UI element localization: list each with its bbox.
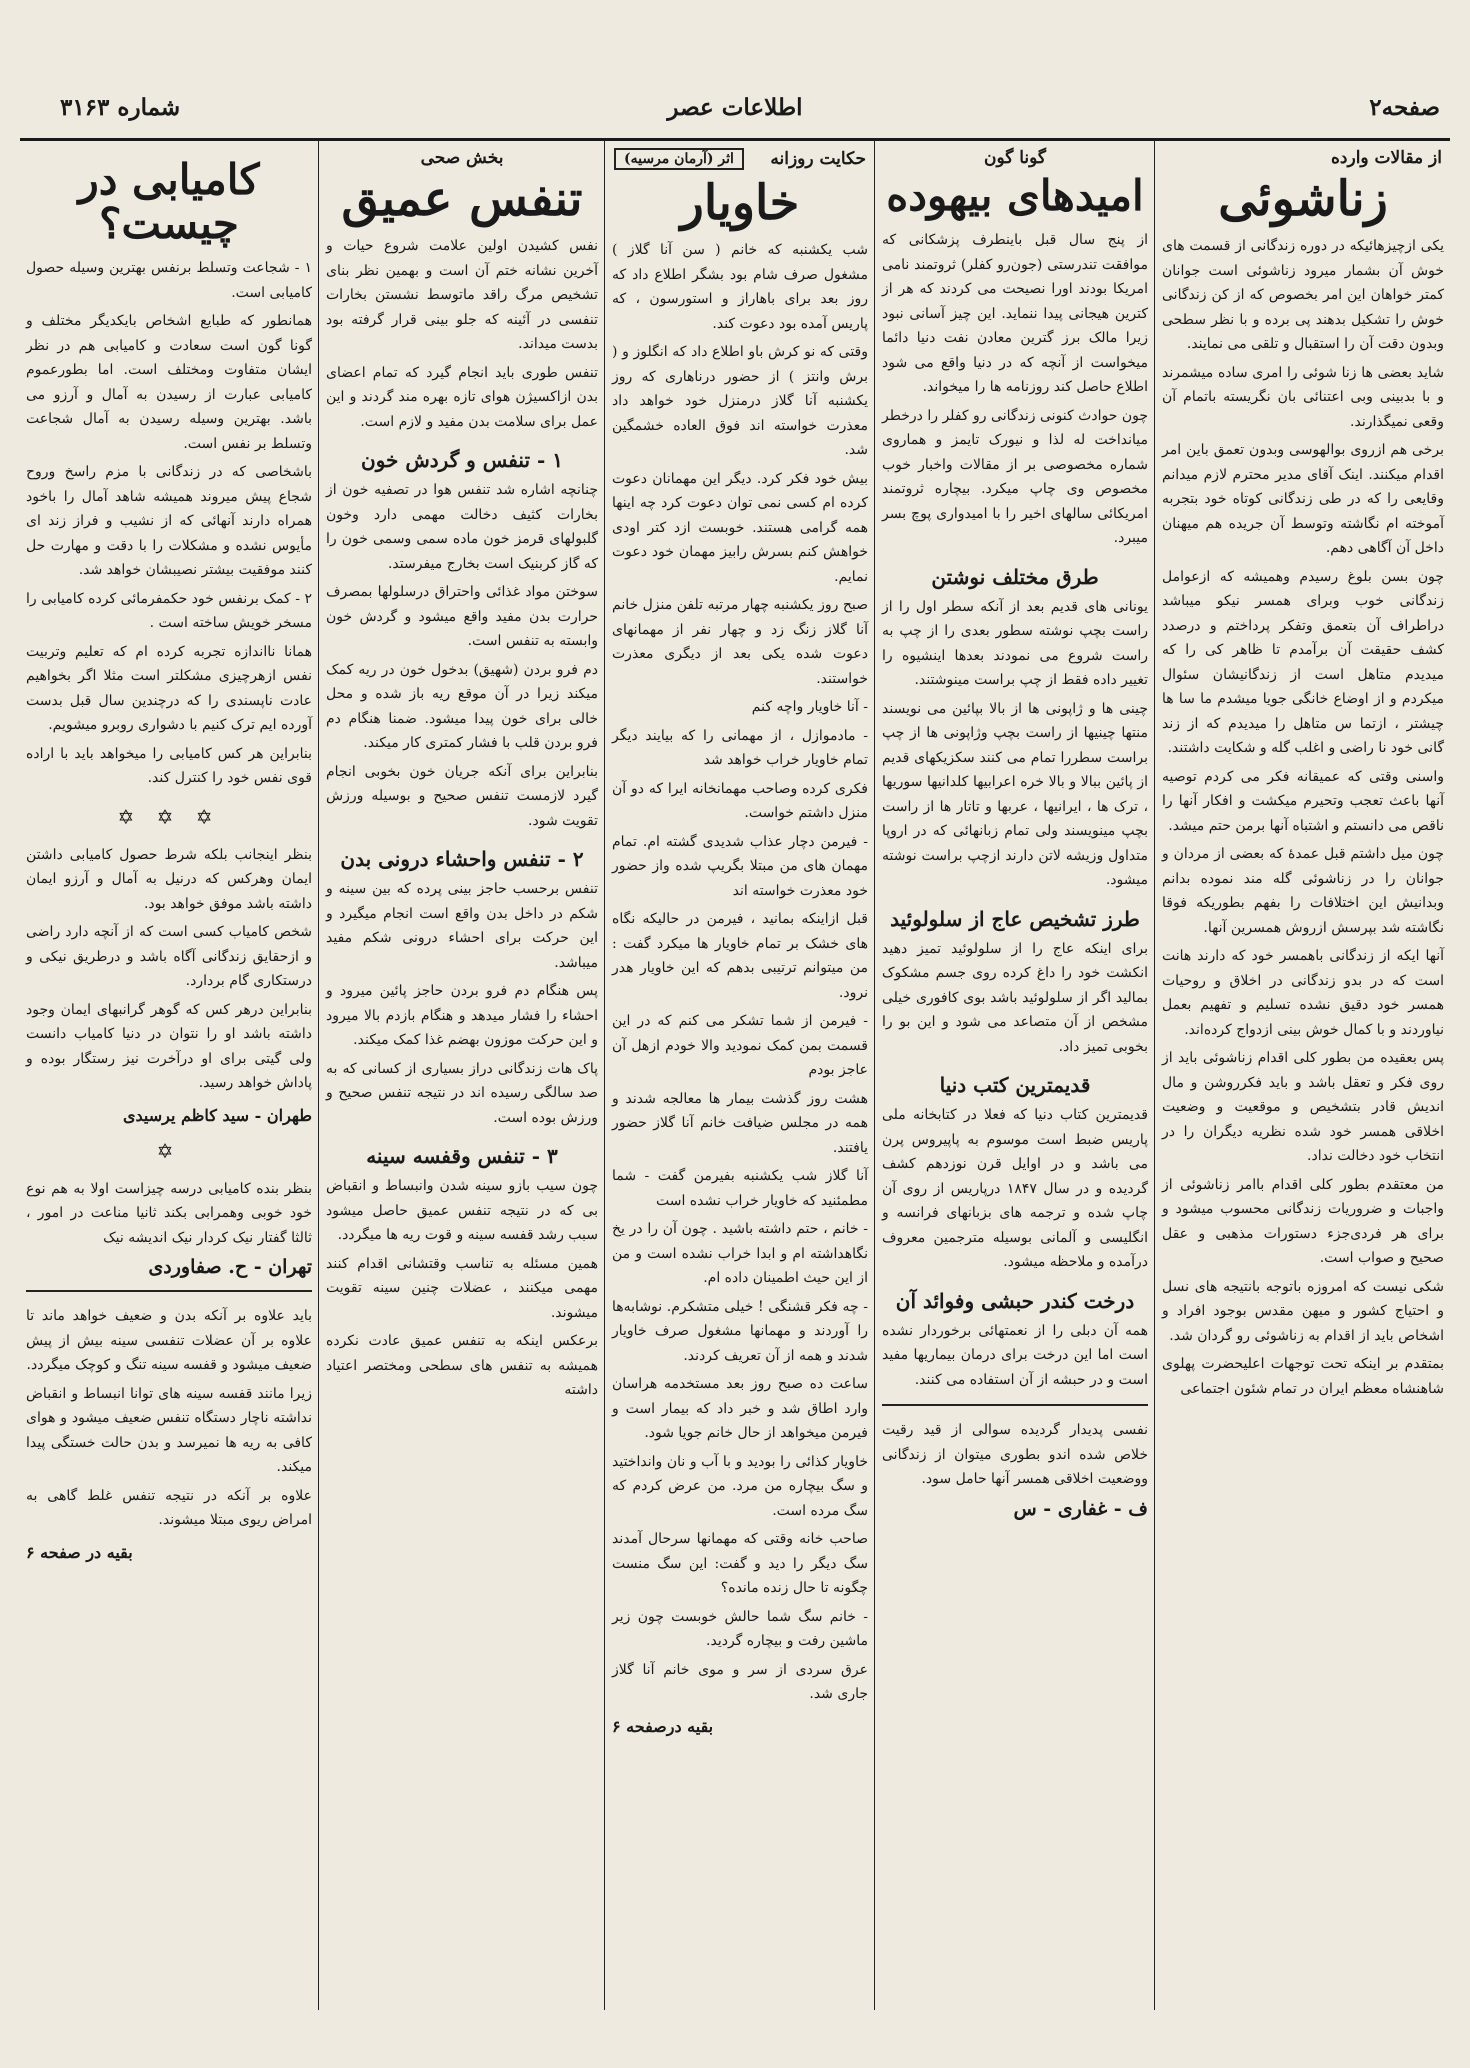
article-paragraph: صاحب خانه وقتی که مهمانها سرحال آمدند سگ دیگر را دید و گفت: این سگ منست چگونه تا حال زنده مانده؟ xyxy=(612,1531,868,1597)
article-paragraph: باشخاصی که در زندگانی با مزم راسخ وروح شجاع پیش میروند همیشه شاهد آمال را باخود همراه دارند آنهائی که از نشیب و فراز زند ای مأیوس نشده و مشکلات را با دقت و مهارت حل کنند موفقیت بیشتر نصیبشان خواهد شد. xyxy=(26,464,312,579)
page-number: صفحه۲ xyxy=(1369,94,1440,121)
article-paragraph: پاک هات زندگانی دراز بسیاری از کسانی که به صد سالگی رسیده اند در نتیجه تنفس صحیح و ورزش بوده است. xyxy=(326,1060,598,1126)
issue-number: شماره ۳۱۶۳ xyxy=(60,94,181,121)
article-paragraph: - خانم سگ شما حالش خوبست چون زیر ماشین رفت و بیچاره گردید. xyxy=(612,1608,868,1650)
column-omidha xyxy=(876,140,1154,2010)
section-label: بخش صحی xyxy=(420,148,504,168)
article-paragraph: - خانم ، حتم داشته باشید . چون آن را در یخ نگاهداشته ام و ابدا خراب نشده است و من از این حیث اطمینان داده ام. xyxy=(612,1221,868,1287)
article-paragraph: وقتی که نو کرش باو اطلاع داد که انگلوز و ( برش وانتز ) از حضور درناهاری که روز یکشنبه آنا گلاز درمنزل خود خواهد داد معذرت خواسته اند فوق العاده خشمگین شد. xyxy=(612,344,868,459)
article-paragraph: همه آن دبلی را از نعمتهائی برخوردار نشده است اما این درخت برای درمان بیماریها مفید است و در حبشه از آن استفاده می کنند. xyxy=(882,1322,1148,1388)
subheading: ۳ - تنفس وقفسه سینه xyxy=(366,1144,558,1169)
article-paragraph: بیش خود فکر کرد. دیگر این مهمانان دعوت کرده ام کسی نمی توان دعوت کرد چه اینها همه گرامی هستند. خوبست ازد کتر اودی خواهش کنم بسرش رابیز مهمان خود دعوت نمایم. xyxy=(612,470,868,585)
article-paragraph: آنها ایکه از زندگانی باهمسر خود که دارند هانت است که در بدو زندگانی در اخلاق و روحیات همسر خود دقیق نشده تسلیم و تفهیم بعمل نیاوردند و با کمال خوش بینی ازدواج کرده‌اند. xyxy=(1162,948,1444,1038)
article-paragraph: باید علاوه بر آنکه بدن و ضعیف خواهد ماند تا علاوه بر آن عضلات تنفسی سینه بیش از پیش ضعیف میشود و قفسه سینه تنگ و کوچک میگردد. xyxy=(26,1308,312,1374)
article-paragraph: همانطور که طبایع اشخاص بایکدیگر مختلف و گونا گون است سعادت و کامیابی هم در نظر ایشان متفاوت ومختلف است. اما بطورعموم کامیابی عبارت از رسیدن به آمال و آرزو می باشد. بهترین وسیله رسیدن به آمال شجاعت وتسلط بر نفس است. xyxy=(26,313,312,452)
story-header xyxy=(612,144,868,172)
article-title: خاویار xyxy=(680,175,800,231)
article-paragraph: خاویار کذائی را بودید و با آب و نان وانداختید و سگ بیچاره من مرد. من عرض کردم که سگ مرده است. xyxy=(612,1453,868,1519)
column-divider xyxy=(318,140,319,2010)
article-paragraph: - چه فکر قشنگی ! خیلی متشکرم. نوشابه‌ها را آوردند و مهمانها مشغول صرف خاویار شدند و همه از آن تعریف کردند. xyxy=(612,1298,868,1364)
article-title: زناشوئی xyxy=(1218,171,1388,227)
article-paragraph: بنظر بنده کامیابی درسه چیزاست اولا به هم نوع خود خوبی وهمرابی بکند ثانیا مناعت در امور ، ثالثا گفتار نیک کردار نیک اندیشه نیک xyxy=(26,1180,312,1246)
article-paragraph: برعکس اینکه به تنفس عمیق عادت نکرده همیشه به تنفس های سطحی ومختصر اعتیاد داشته xyxy=(326,1333,598,1399)
column-divider xyxy=(604,140,605,2010)
article-paragraph: - آنا خاویار واچه کنم xyxy=(751,699,868,716)
article-paragraph: بنابراین درهر کس که گوهر گرانبهای ایمان وجود داشته باشد او را نتوان در دنیا کامیاب دانست ولی گیتی برای او درآخرت نیز رستگار بوده و پاداش خواهد رسید. xyxy=(26,1001,312,1092)
article-paragraph: - فیرمن از شما تشکر می کنم که در این قسمت بمن کمک نمودید والا خودم ازهل آن عاجز بودم xyxy=(612,1013,868,1079)
article-paragraph: هشت روز گذشت بیمار ها معالجه شدند و همه در مجلس ضیافت خانم آنا گلاز حضور یافتند. xyxy=(612,1090,868,1156)
article-paragraph: چنانچه اشاره شد تنفس هوا در تصفیه خون از بخارات کثیف دخالت مهمی دارد وخون گلبولهای قرمز خون ماده سمی وسمی خون را که گاز کربنیک است بخارج میفرستد. xyxy=(326,482,598,572)
author-byline: طهران - سید کاظم یرسیدی xyxy=(123,1105,312,1125)
article-paragraph: بنظر اینجانب بلکه شرط حصول کامیابی داشتن ایمان وهرکس که درنیل به آمال و آرزو ایمان داشته باشد موفق خواهد بود. xyxy=(26,846,312,912)
subheading: قدیمترین کتب دنیا xyxy=(939,1073,1091,1098)
masthead xyxy=(20,88,1450,141)
article-paragraph: قبل ازاینکه بمانید ، فیرمن در حالیکه نگاه های خشک بر تمام خاویار ها میکرد گفت : من میتوانم ترتیبی بدهم که این خاویار هدر نرود. xyxy=(612,911,868,1001)
article-title: تنفس عمیق xyxy=(341,171,583,227)
article-paragraph: پس بعقیده من بطور کلی اقدام زناشوئی باید از روی فکر و تعقل باشد و باید فکرروشن و مال اندیش قادر بتشخیص و موقعیت و وضعیت اخلاقی همسر خود شده نظریه دیگران را در انتخاب خود دخالت نداد. xyxy=(1162,1050,1444,1165)
subheading: ۱ - تنفس و گردش خون xyxy=(361,448,563,473)
star-ornament-icon: ✡ xyxy=(156,1138,182,1163)
divider xyxy=(26,1290,312,1292)
article-paragraph: برخی هم ازروی بوالهوسی وبدون تعمق باین امر اقدام میکنند. اینک آقای مدیر محترم لازم میدانم وقایعی را که در طی زندگانی کوتاه خود بتجربه آموخته ام نگاشته وتوسط آن جریده هم میهنان داخل آن آگاهی دهم. xyxy=(1162,442,1444,557)
article-paragraph: شب یکشنبه که خانم ( سن آنا گلاز ) مشغول صرف شام بود بشگر اطلاع داد که روز بعد برای باهاراز و استورسون ، که پاریس آمده بود دعوت کند. xyxy=(612,242,868,332)
article-paragraph: - فیرمن دچار عذاب شدیدی گشته ام. تمام مهمان های من مبتلا بگریپ شده واز حضور خود معذرت خواسته اند xyxy=(612,833,868,899)
article-paragraph: چینی ها و ژاپونی ها از بالا بپائین می نویسند منتها چینیها از راست بچپ وژاپونی ها از چپ براست سطررا تمام می کنند سکزیکهای قدیم از پائین ببالا و بالا خره اعرابیها کلدانیها سوریها ، ترک ها ، ایرانیها ، عربها و تاتار ها از راست بچپ مینویسند ولی تمام زبانهائی که در اروپا متداول وزیشه لاتن دارند ازچپ براست نوشته میشود. xyxy=(882,700,1148,889)
article-paragraph: علاوه بر آنکه در نتیجه تنفس غلط گاهی به امراض ریوی مبتلا میشوند. xyxy=(26,1487,312,1529)
article-paragraph: ۱ - شجاعت وتسلط برنفس بهترین وسیله حصول کامیابی است. xyxy=(26,260,312,301)
author-signature: ف - غفاری - س xyxy=(1013,1497,1148,1520)
column-zanashoei xyxy=(1156,140,1450,2010)
section-label: گونا گون xyxy=(983,148,1047,168)
article-paragraph: شخص کامیاب کسی است که از آنچه دارد راضی و ازحقایق زندگانی آگاه باشد و درطریق نیکی و درستکاری گام بردارد. xyxy=(26,924,312,990)
article-paragraph: بنابراین برای آنکه جریان خون بخوبی انجام گیرد لازمست تنفس صحیح و بوسیله ورزش تقویت شود. xyxy=(326,763,598,829)
article-paragraph: فکری کرده وصاحب مهمانخانه ایرا که دو آن منزل داشتم خواست. xyxy=(612,780,868,822)
article-paragraph: یکی ازچیزهائیکه در دوره زندگانی از قسمت های خوش آن بشمار میرود زناشوئی است جوانان کمتر خواهان این امر بخصوص که از کن زندگانی خوش را تشکیل بدهند پی برده و با نظر سطحی وبدون دقت آن را استقبال و تلقی می نمایند. xyxy=(1162,238,1444,353)
article-paragraph: آنا گلاز شب یکشنبه بفیرمن گفت - شما مطمئنید که خاویار خراب نشده است xyxy=(612,1168,868,1209)
subheading: طرز تشخیص عاج از سلولوئید xyxy=(890,906,1140,931)
article-paragraph: از پنج سال قبل باینطرف پزشکانی که موافقت تندرستی (جون‌رو کفلر) ثروتمند نامی امریکا بودند اورا نصیحت می کردند که هر از کترین هیجانی پیدا ننماید. این چیز آسانی نبود زیرا مالک برز گترین معادن نفت دنیا دائما میخواست از آنچه که در دنیا واقع می شود اطلاع حاصل کند روزنامه ها را میخواند. xyxy=(882,232,1148,396)
column-divider xyxy=(874,140,875,2010)
article-paragraph: صبح روز یکشنبه چهار مرتبه تلفن منزل خانم آنا گلاز زنگ زد و چهار نفر از مهمانهای دعوت شده یکی بعد از دیگری معذرت خواستند. xyxy=(612,597,868,687)
author-signature: تهران - ح. صفاوردی xyxy=(148,1256,312,1279)
subheading: درخت کندر حبشی وفوائد آن xyxy=(895,1288,1135,1313)
article-paragraph: چون سیب بازو سینه شدن وانبساط و انقباض بی که در نتیجه تنفس عمیق حاصل میشود سبب رشد قفسه سینه و قوت ریه ها میگردد. xyxy=(326,1178,598,1244)
subheading: طرق مختلف نوشتن xyxy=(931,564,1099,589)
article-paragraph: ساعت ده صبح روز بعد مستخدمه هراسان وارد اطاق شد و خبر داد که بیمار است و فیرمن میخواهد از حال خانم جویا شود. xyxy=(612,1376,868,1442)
article-paragraph: چون بسن بلوغ رسیدم وهمیشه که ازعوامل زندگانی خوب وبرای همسر نیکو میباشد دراطراف آن بتعمق وتفکر پرداختم و درصدد کشف حقیقت آن برآمدم تا ظاهر کی را که میدیدم متاهل است از زندگانیشان سئوال میکردم و از اوضاع خانگی جویا میشدم ما سا ها چیشتر ، ازتما س متاهل را میدیدم که از زند گانی خود نا راضی و اغلب گله و شکایت داشتند. xyxy=(1162,568,1444,757)
article-paragraph: چون حوادث کنونی زندگانی رو کفلر را درخطر میانداخت له لذا و نیورک تایمز و هماروی شماره مخصوصی بر از مقالات واخبار خوب مخصوص وی چاپ میکرد. بیچاره ثروتمند امریکائی سالهای اخیر را با امیدواری پوچ بسر میبرد. xyxy=(882,407,1148,547)
article-paragraph: بنابراین هر کس کامیابی را میخواهد باید با اراده قوی نفس خود را کنترل کند. xyxy=(26,745,312,787)
subheading: ۲ - تنفس واحشاء درونی بدن xyxy=(340,847,584,872)
article-title: امیدهای بیهوده xyxy=(886,171,1144,220)
article-paragraph: تنفس برحسب حاجز بینی پرده که بین سینه و شکم در داخل بدن واقع است انجام میگیرد و این حرکت برای احشاء درونی شکم مفید میباشد. xyxy=(326,881,598,971)
newspaper-page xyxy=(20,20,1450,2028)
article-paragraph: شاید بعضی ها زنا شوئی را امری ساده میشمرند و با بدبینی وبی اعتنائی بان نگریسته باتمام آن وقعی نمیگذارند. xyxy=(1162,364,1444,430)
article-paragraph: واسنی وقتی که عمیقانه فکر می کردم توصیه آنها باعث تعجب وتحیرم میکشت و افکار آنها را ناقص می دانستم و اشتباه آنها برمن حتم میشد. xyxy=(1162,768,1444,834)
article-paragraph: چون میل داشتم قبل عمدۀ که بعضی از مردان و جوانان را در زناشوئی گله مند نموده بدانم وبدانیش این اختلافات را بفهم بطوریکه فوقا نگاشته شد بپرسش ازروش همسرین آنها. xyxy=(1162,846,1444,936)
article-paragraph: عرق سردی از سر و موی خانم آنا گلاز جاری شد. xyxy=(612,1661,868,1703)
author-credit: اثر (آرمان مرسیه) xyxy=(614,148,744,170)
star-ornament-icon: ✡ ✡ ✡ xyxy=(117,804,221,829)
article-paragraph: سوختن مواد غذائی واحتراق درسلولها بمصرف حرارت بدن مفید واقع میشود و گردش خون وابسته به تنفس است. xyxy=(326,584,598,650)
article-paragraph: نفس کشیدن اولین علامت شروع حیات و آخرین نشانه ختم آن است و بهمین نظر بنای تشخیص مرگ راقد ماتوسط نشستن بخارات تنفسی در آئینه که جلو بینی قرار گرفته بود بدست میداند. xyxy=(326,238,598,353)
article-paragraph: دم فرو بردن (شهیق) بدخول خون در ریه کمک میکند زیرا در آن موقع ریه باز شده و محل خالی برای خون پیدا میشود. ضمنا هنگام دم فرو بردن قلب با فشار کمتری کار میکند. xyxy=(326,661,598,752)
article-paragraph: برای اینکه عاج را از سلولوئید تمیز دهید انکشت خود را داغ کرده روی جسم مشکوک بمالید اگر از سلولوئید باشد بوی کافوری خیلی مشخص از آن متصاعد می شود و این بو را بخوبی تمیز داد. xyxy=(882,940,1148,1055)
article-paragraph: شکی نیست که امروزه باتوجه بانتیجه های نسل و احتیاج کشور و میهن مقدس بوجود افراد و اشخاص باید از اقدام به زناشوئی رو گردان شد. xyxy=(1162,1278,1444,1344)
continued-note: بقیه در صفحه ۶ xyxy=(26,1542,133,1562)
article-paragraph: تنفس طوری باید انجام گیرد که تمام اعضای بدن ازاکسیژن هوای تازه بهره مند گردند و این عمل برای سلامت بدن مفید و لازم است. xyxy=(326,364,598,430)
article-paragraph: - مادموازل ، از مهمانی را که بیایند دیگر تمام خاویار خراب خواهد شد xyxy=(612,727,868,769)
article-paragraph: همانا نااندازه تجربه کرده ام که تعلیم وتربیت نفس ازهرچیزی مشکلتر است مثلا اگر بخواهیم عادت ناپسندی را که درچندین سال قبل بدست آورده ایم ترک کنیم با دشواری روبرو میشویم. xyxy=(26,643,312,734)
section-label: از مقالات وارده xyxy=(1331,148,1442,168)
article-paragraph: یونانی های قدیم بعد از آنکه سطر اول را از راست بچپ نوشته سطور بعدی را از چپ به راست شروع می نمودند بعدها اینشیوه را تغییر داده فقط از چپ براست مینوشتند. xyxy=(882,598,1148,689)
article-paragraph: زیرا مانند قفسه سینه های توانا انبساط و انقباض نداشته ناچار دستگاه تنفس ضعیف میشود و هوای کافی به ریه ها نمیرسد و بدن حالت خستگی پیدا میکند. xyxy=(26,1385,312,1476)
article-paragraph: قدیمترین کتاب دنیا که فعلا در کتابخانه ملی پاریس ضبط است موسوم به پاپیروس پرن می باشد و در اوایل قرن نوزدهم کشف گردیده و در سال ۱۸۴۷ درپاریس از روی آن چاپ شده و ترجمه های بزبانهای فرانسه و انگلیسی و آلمانی بوسیله مترجمین معروف درآمده و ملاحظه میشود. xyxy=(882,1107,1148,1271)
article-paragraph: همین مسئله به تناسب وقتشانی اقدام کنند مهمی میکنند ، عضلات چنین سینه تقویت میشوند. xyxy=(326,1255,598,1321)
newspaper-name: اطلاعات عصر xyxy=(667,94,803,121)
article-paragraph: پس هنگام دم فرو بردن حاجز پائین میرود و احشاء را فشار میدهد و هنگام بازدم بالا میرود و این حرکت موزون بهضم غذا کمک میکند. xyxy=(326,983,598,1049)
column-khaviar xyxy=(606,140,874,2010)
continued-note: بقیه درصفحه ۶ xyxy=(612,1716,714,1736)
article-paragraph: من معتقدم بطور کلی اقدام باامر زناشوئی از واجبات و ضروریات زندگانی محسوب میشود و برای هر فردی‌جزء دستورات مذهبی و عقل صحیح و صواب است. xyxy=(1162,1176,1444,1267)
column-divider xyxy=(1154,140,1155,2010)
article-title: کامیابی در چیست؟ xyxy=(78,155,260,249)
article-paragraph: ۲ - کمک برنفس خود حکمفرمائی کرده کامیابی را مسخر خویش ساخته است . xyxy=(26,590,312,632)
divider xyxy=(882,1404,1148,1406)
article-paragraph: نفسی پدیدار گردیده سوالی از قید رقیت خلاص شده اندو بطوری میتوان از زندگانی ووضعیت اخلاقی همسر آنها حامل سود. xyxy=(882,1422,1148,1488)
section-label: حکایت روزانه xyxy=(770,149,866,169)
article-paragraph: بمتقدم بر اینکه تحت توجهات اعلیحضرت پهلوی شاهنشاه معظم ایران در تمام شئون اجتماعی xyxy=(1162,1356,1444,1397)
column-tanaffos xyxy=(320,140,604,2010)
column-kamyabi xyxy=(20,140,318,2010)
